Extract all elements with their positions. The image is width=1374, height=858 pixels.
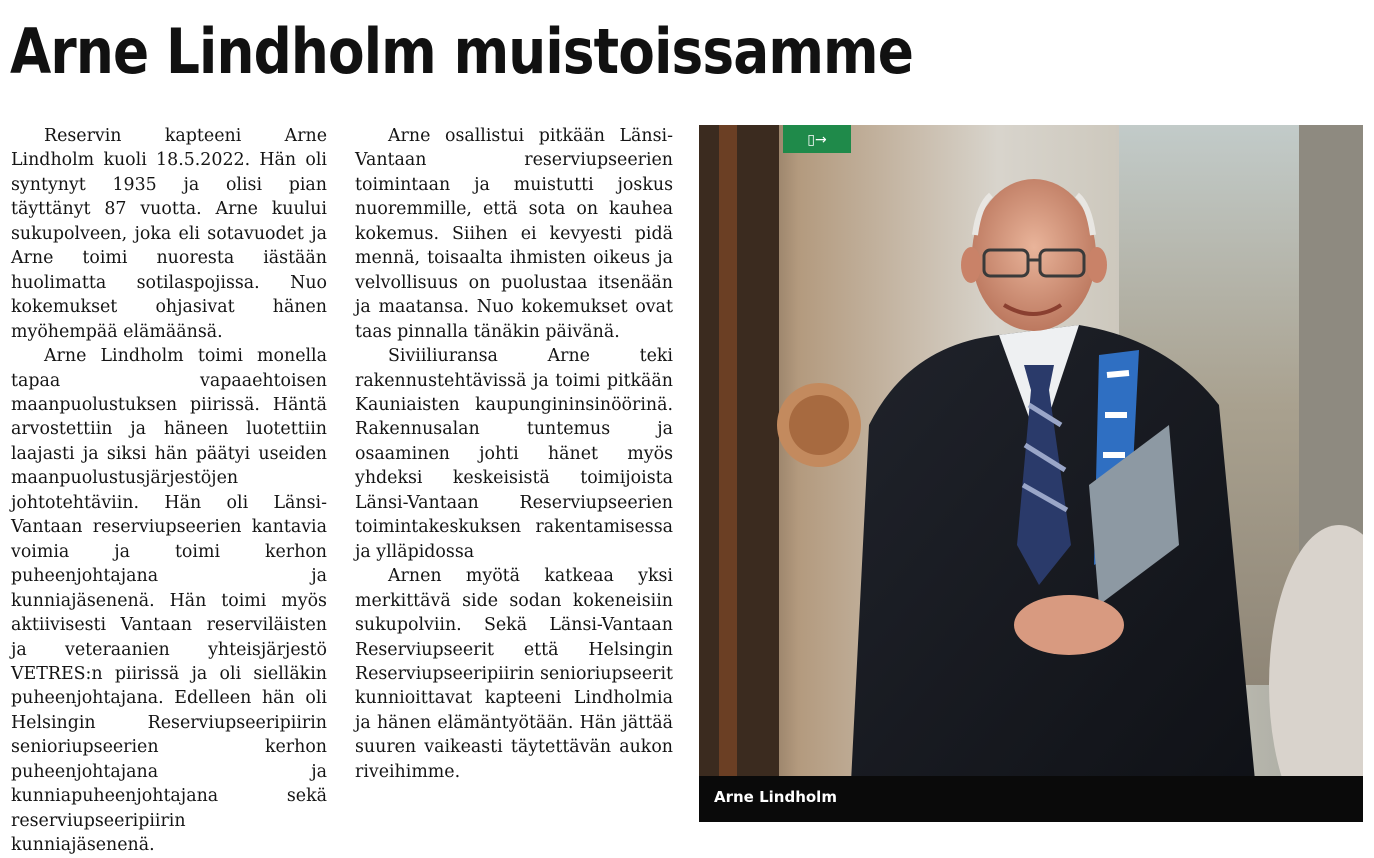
paragraph: Arne osallistui pitkään Länsi-Vantaan reserviupseerien toimintaan ja muistutti joskus nuoremmille, että sota on kauhea kokemus. Siihen ei kevyesti pidä mennä, toisaalta ihmisten oikeus ja velvollisuus on puolustaa itsenään ja maatansa. Nuo kokemukset ovat taas pinnalla tänäkin päivänä. xyxy=(355,126,673,342)
portrait-illustration xyxy=(699,125,1363,822)
photo-caption: Arne Lindholm xyxy=(714,788,837,806)
article-column-1 xyxy=(11,124,327,858)
paragraph: Siviiliuransa Arne teki rakennustehtävissä ja toimi pitkään Kauniaisten kaupungininsinöörinä. Rakennusalan tuntemus ja osaaminen johti hänet myös yhdeksi keskeisistä toimijoista Länsi-Vantaan Reserviupseerien toimintakeskuksen rakentamisessa ja ylläpidossa xyxy=(355,346,673,562)
portrait-photo xyxy=(699,125,1363,822)
paragraph: Arnen myötä katkeaa yksi merkittävä side sodan kokeneisiin sukupolviin. Sekä Länsi-Vantaan Reserviupseerit että Helsingin Reserviupseeripiirin senioriupseerit kunnioittavat kapteeni Lindholmia ja hänen elämäntyötään. Hän jättää suuren vaikeasti täytettävän aukon riveihimme. xyxy=(355,566,673,782)
caption-bar xyxy=(699,776,1363,822)
svg-text:▯→: ▯→ xyxy=(807,132,827,148)
paragraph: Arne Lindholm toimi monella tapaa vapaaehtoisen maanpuolustuksen piirissä. Häntä arvostettiin ja häneen luotettiin laajasti ja siksi hän päätyi useiden maanpuolustusjärjestöjen johtotehtäviin. Hän oli Länsi-Vantaan reserviupseerien kantavia voimia ja toimi kerhon puheenjohtajana ja kunniajäsenenä. Hän toimi myös aktiivisesti Vantaan reserviläisten ja veteraanien yhteisjärjestö VETRES:n piirissä ja oli sielläkin puheenjohtajana. Edelleen hän oli Helsingin Reserviupseeripiirin senioriupseerien kerhon puheenjohtajana ja kunniapuheenjohtajana sekä reserviupseeripiirin kunniajäsenenä. xyxy=(11,346,327,856)
paragraph: Reservin kapteeni Arne Lindholm kuoli 18.5.2022. Hän oli syntynyt 1935 ja olisi pian täyttänyt 87 vuotta. Arne kuului sukupolveen, joka eli sotavuodet ja Arne toimi nuoresta iästään huolimatta sotilaspojissa. Nuo kokemukset ohjasivat hänen myöhempää elämäänsä. xyxy=(11,126,327,342)
article-column-2 xyxy=(355,124,673,784)
article-headline: Arne Lindholm muistoissamme xyxy=(10,15,914,88)
